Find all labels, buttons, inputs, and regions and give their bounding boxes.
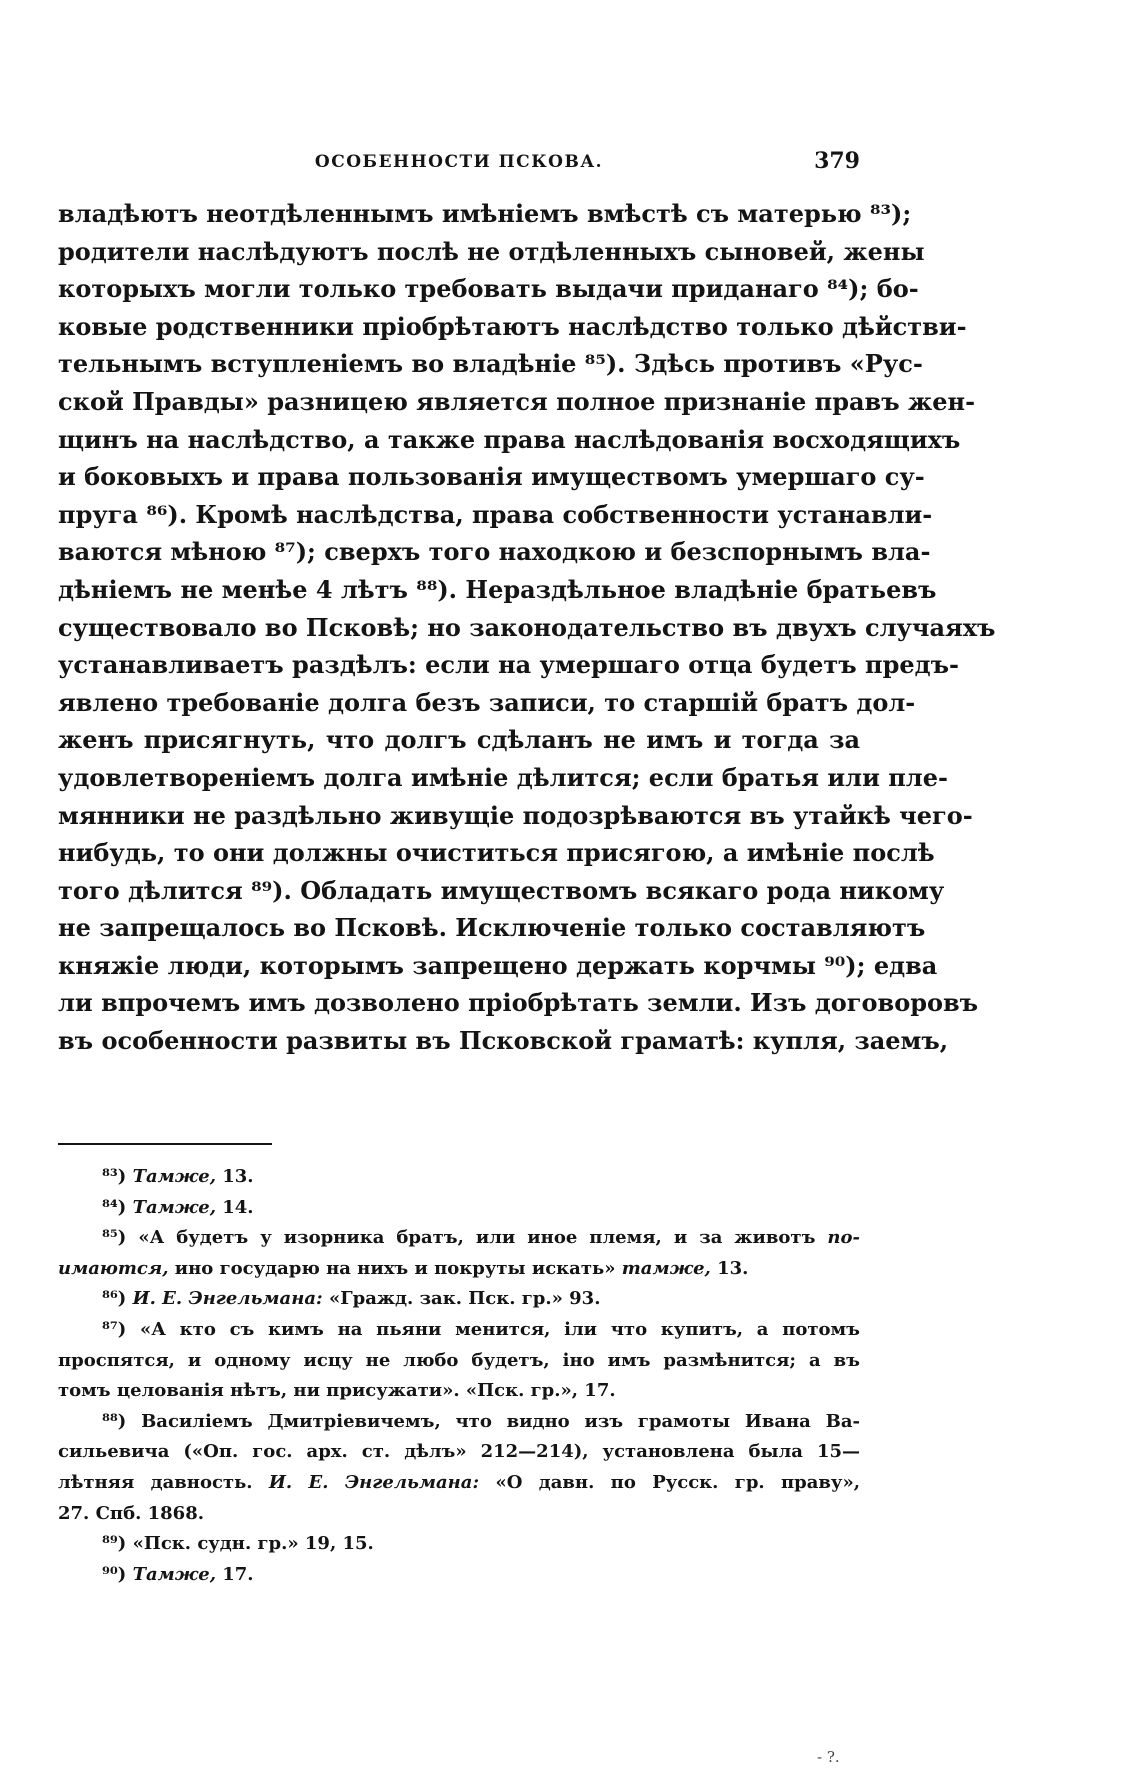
footnote-source: И. Е. Энгельмана:: [132, 1288, 323, 1310]
footnote-source: Тамже,: [132, 1196, 216, 1218]
footnote-separator: [58, 1143, 272, 1145]
text-line: владѣютъ неотдѣленнымъ имѣніемъ вмѣстѣ съ матерью ⁸³);: [58, 199, 912, 228]
footnote-mark: ⁸⁶): [102, 1288, 127, 1310]
footnote-mark: ⁸³): [102, 1166, 127, 1187]
footnote-mark: ⁸⁸): [102, 1410, 127, 1432]
footnote-84: [58, 1193, 860, 1224]
footnote-source: имаются,: [58, 1257, 169, 1279]
footnote-88-line: [58, 1468, 860, 1499]
footnote-text: «Гражд. зак. Пск. гр.» 93.: [328, 1288, 601, 1310]
footnote-88-line: сильевича («Оп. гос. арх. ст. дѣлъ» 212—214), установлена была 15—: [58, 1441, 860, 1463]
footnote-text: ино государю на нихъ и покруты искать»: [174, 1257, 616, 1279]
footnote-source: по-: [827, 1227, 860, 1249]
footnote-text: «О давн. по Русск. гр. праву»,: [495, 1471, 860, 1493]
text-line: въ особенности развиты въ Псковской граматѣ: купля, заемъ,: [58, 1026, 949, 1056]
footnote-89: [58, 1529, 860, 1560]
footnotes: [58, 1162, 860, 1590]
footnote-mark: ⁸⁴): [102, 1196, 127, 1218]
text-line: княжіе люди, которымъ запрещено держать корчмы ⁹⁰); едва: [58, 950, 938, 980]
footnote-text: 17.: [222, 1563, 254, 1585]
main-text: [58, 195, 996, 1060]
footnote-text: «А кто съ кимъ на пьяни менится, іли что купитъ, а потомъ: [140, 1318, 860, 1340]
text-line: ваются мѣною ⁸⁷); сверхъ того находкою и безспорнымъ вла-: [58, 537, 931, 567]
footnote-85-line: [58, 1254, 860, 1285]
footnote-mark: ⁹⁰): [102, 1563, 127, 1585]
footnote-text: «А будетъ у изорника братъ, или иное племя, и за животъ: [138, 1227, 816, 1249]
footnote-source: И. Е. Энгельмана:: [268, 1471, 480, 1493]
text-line: удовлетвореніемъ долга имѣніе дѣлится; если братья или пле-: [58, 762, 948, 792]
text-line: ли впрочемъ имъ дозволено пріобрѣтать земли. Изъ договоровъ: [58, 988, 979, 1018]
corner-mark: - ?.: [817, 1748, 840, 1766]
text-line: не запрещалось во Псковѣ. Исключеніе только составляютъ: [58, 913, 926, 943]
text-line: существовало во Псковѣ; но законодательство въ двухъ случаяхъ: [58, 612, 996, 642]
running-title: ОСОБЕННОСТИ ПСКОВА.: [314, 152, 604, 172]
text-line: устанавливаетъ раздѣлъ: если на умершаго отца будетъ предъ-: [58, 650, 959, 680]
text-line: явлено требованіе долга безъ записи, то старшій братъ дол-: [58, 687, 916, 717]
page-number: 379: [814, 148, 860, 174]
text-line: дѣніемъ не менѣе 4 лѣтъ ⁸⁸). Нераздѣльное владѣніе братьевъ: [58, 574, 937, 604]
text-line: и боковыхъ и права пользованія имуществомъ умершаго су-: [58, 462, 925, 492]
footnote-text: 13.: [222, 1166, 254, 1187]
footnote-88-line: [58, 1407, 860, 1438]
footnote-83: [58, 1162, 860, 1193]
footnote-88-line: 27. Спб. 1868.: [58, 1502, 204, 1524]
text-line: родители наслѣдуютъ послѣ не отдѣленныхъ сыновей, жены: [58, 236, 925, 266]
text-line: тельнымъ вступленіемъ во владѣніе ⁸⁵). Здѣсь противъ «Рус-: [58, 349, 923, 379]
text-line: нибудь, то они должны очиститься присягою, а имѣніе послѣ: [58, 838, 935, 868]
footnote-86: [58, 1284, 860, 1315]
footnote-text: лѣтняя давность.: [58, 1471, 253, 1493]
footnote-85-line: [58, 1223, 860, 1254]
footnote-text: 14.: [222, 1196, 254, 1218]
text-line: щинъ на наслѣдство, а также права наслѣдованія восходящихъ: [58, 424, 961, 454]
footnote-text: «Пск. судн. гр.» 19, 15.: [132, 1533, 374, 1555]
text-line: женъ присягнуть, что долгъ сдѣланъ не имъ и тогда за: [58, 725, 860, 755]
text-line: которыхъ могли только требовать выдачи приданаго ⁸⁴); бо-: [58, 274, 919, 304]
text-line: мянники не раздѣльно живущіе подозрѣваются въ утайкѣ чего-: [58, 800, 973, 830]
footnote-mark: ⁸⁵): [102, 1227, 127, 1249]
footnote-87-line: томъ целованія нѣтъ, ни присужати». «Пск. гр.», 17.: [58, 1380, 616, 1402]
footnote-text: Василіемъ Дмитріевичемъ, что видно изъ грамоты Ивана Ва-: [141, 1410, 860, 1432]
text-line: ковые родственники пріобрѣтаютъ наслѣдство только дѣйстви-: [58, 311, 967, 341]
footnote-text: 13.: [717, 1257, 749, 1279]
text-line: ской Правды» разницею является полное признаніе правъ жен-: [58, 386, 976, 416]
footnote-mark: ⁸⁹): [102, 1533, 127, 1555]
footnote-87-line: [58, 1315, 860, 1346]
text-line: того дѣлится ⁸⁹). Обладать имуществомъ всякаго рода никому: [58, 875, 945, 905]
footnote-90: [58, 1560, 860, 1591]
footnote-source: Тамже,: [132, 1563, 216, 1585]
text-line: пруга ⁸⁶). Кромѣ наслѣдства, права собственности устанавли-: [58, 499, 933, 529]
footnote-source: Тамже,: [132, 1166, 216, 1187]
footnote-mark: ⁸⁷): [102, 1318, 127, 1340]
footnote-87-line: проспятся, и одному исцу не любо будетъ, іно имъ размѣнится; а въ: [58, 1349, 860, 1371]
page-header: [58, 148, 860, 178]
footnote-source: тамже,: [621, 1257, 711, 1279]
